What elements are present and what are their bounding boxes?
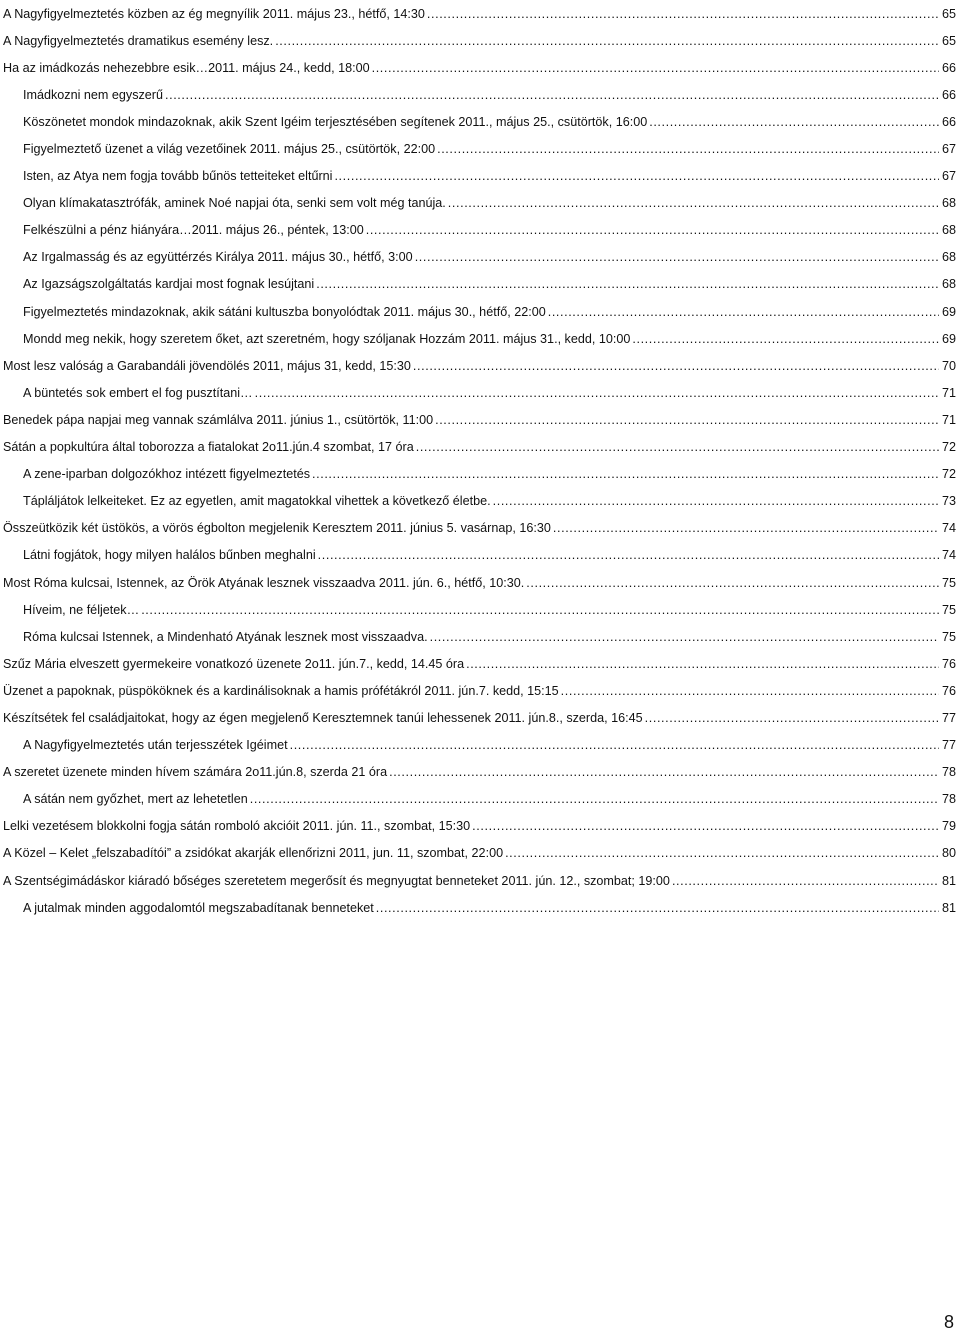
toc-entry[interactable]: [0, 623, 960, 650]
toc-entry-page: 79: [939, 819, 956, 833]
toc-entry[interactable]: [0, 515, 960, 542]
dot-leader: [553, 521, 939, 535]
toc-entry-page: 66: [939, 115, 956, 129]
dot-leader: [672, 874, 939, 888]
toc-entry-title: Imádkozni nem egyszerű: [23, 87, 163, 102]
toc-entry[interactable]: [0, 190, 960, 217]
dot-leader: [632, 332, 939, 346]
dot-leader: [466, 657, 939, 671]
toc-entry-title: Üzenet a papoknak, püspököknek és a kardinálisoknak a hamis prófétákról 2011. jún.7. kedd, 15:15: [3, 683, 559, 698]
dot-leader: [275, 34, 939, 48]
dot-leader: [165, 88, 939, 102]
toc-entry-title: A Nagyfigyelmeztetés után terjesszétek Igéimet: [23, 738, 288, 753]
dot-leader: [316, 277, 939, 291]
dot-leader: [435, 413, 939, 427]
toc-entry-page: 71: [939, 386, 956, 400]
dot-leader: [290, 738, 939, 752]
dot-leader: [448, 196, 939, 210]
toc-entry[interactable]: [0, 461, 960, 488]
toc-entry-page: 66: [939, 61, 956, 75]
toc-entry-page: 68: [939, 277, 956, 291]
toc-entry-page: 72: [939, 440, 956, 454]
toc-entry-title: A Közel – Kelet „felszabadítói” a zsidókat akarják ellenőrizni 2011, jun. 11, szombat, 22:00: [3, 846, 504, 861]
toc-entry-title: Felkészülni a pénz hiányára…2011. május 26., péntek, 13:00: [23, 223, 364, 238]
dot-leader: [141, 603, 939, 617]
dot-leader: [548, 305, 939, 319]
toc-entry-title: Készítsétek fel családjaitokat, hogy az égen megjelenő Keresztemnek tanúi lehessenek 2011. jún.8., szerda, 16:45: [3, 710, 643, 725]
toc-entry[interactable]: [0, 813, 960, 840]
toc-entry-title: Figyelmeztető üzenet a világ vezetőinek 2011. május 25., csütörtök, 22:00: [23, 142, 436, 157]
dot-leader: [413, 359, 939, 373]
toc-entry[interactable]: [0, 759, 960, 786]
toc-entry-title: Most lesz valóság a Garabandáli jövendölés 2011, május 31, kedd, 15:30: [3, 358, 411, 373]
dot-leader: [430, 630, 939, 644]
dot-leader: [366, 223, 939, 237]
toc-entry-page: 77: [939, 711, 956, 725]
toc-entry-page: 69: [939, 305, 956, 319]
toc-entry[interactable]: [0, 894, 960, 921]
toc-entry[interactable]: [0, 569, 960, 596]
dot-leader: [526, 576, 939, 590]
toc-entry-title: A sátán nem győzhet, mert az lehetetlen: [23, 792, 248, 807]
dot-leader: [250, 792, 939, 806]
toc-entry-page: 67: [939, 142, 956, 156]
toc-entry[interactable]: [0, 325, 960, 352]
toc-entry[interactable]: [0, 135, 960, 162]
dot-leader: [427, 7, 939, 21]
toc-entry-title: Figyelmeztetés mindazoknak, akik sátáni kultuszba bonyolódtak 2011. május 30., hétfő, 22:00: [23, 304, 546, 319]
dot-leader: [334, 169, 939, 183]
toc-entry-title: Isten, az Atya nem fogja tovább bűnös tetteiteket eltűrni: [23, 169, 333, 184]
toc-entry[interactable]: [0, 217, 960, 244]
toc-entry[interactable]: [0, 488, 960, 515]
toc-entry[interactable]: [0, 542, 960, 569]
dot-leader: [415, 250, 939, 264]
dot-leader: [318, 548, 939, 562]
toc-entry-page: 73: [939, 494, 956, 508]
dot-leader: [255, 386, 939, 400]
toc-entry-title: Sátán a popkultúra által toborozza a fiatalokat 2o11.jún.4 szombat, 17 óra: [3, 440, 414, 455]
toc-entry[interactable]: [0, 27, 960, 54]
toc-entry-page: 68: [939, 196, 956, 210]
toc-entry-title: Összeütközik két üstökös, a vörös égbolton megjelenik Keresztem 2011. június 5. vasárnap, 16:30: [3, 521, 551, 536]
toc-entry[interactable]: [0, 271, 960, 298]
toc-entry-title: A Nagyfigyelmeztetés dramatikus esemény lesz.: [3, 33, 274, 48]
dot-leader: [649, 115, 939, 129]
toc-entry-page: 74: [939, 548, 956, 562]
toc-entry[interactable]: [0, 840, 960, 867]
toc-entry-title: A Nagyfigyelmeztetés közben az ég megnyílik 2011. május 23., hétfő, 14:30: [3, 6, 425, 21]
toc-entry-page: 81: [939, 874, 956, 888]
toc-entry-page: 78: [939, 792, 956, 806]
toc-entry[interactable]: [0, 108, 960, 135]
toc-entry-title: Az Igazságszolgáltatás kardjai most fognak lesújtani: [23, 277, 315, 292]
dot-leader: [372, 61, 939, 75]
toc-entry-title: Az Irgalmasság és az együttérzés Királya 2011. május 30., hétfő, 3:00: [23, 250, 413, 265]
toc-entry[interactable]: [0, 786, 960, 813]
toc-entry-page: 74: [939, 521, 956, 535]
toc-entry-page: 77: [939, 738, 956, 752]
toc-entry-title: Olyan klímakatasztrófák, aminek Noé napjai óta, senki sem volt még tanúja.: [23, 196, 446, 211]
dot-leader: [645, 711, 939, 725]
toc-entry[interactable]: [0, 406, 960, 433]
toc-entry-page: 75: [939, 576, 956, 590]
toc-entry-title: Köszönetet mondok mindazoknak, akik Szent Igéim terjesztésében segítenek 2011., május 25., csütörtök, 16:00: [23, 114, 648, 129]
toc-entry-page: 78: [939, 765, 956, 779]
toc-entry[interactable]: [0, 650, 960, 677]
dot-leader: [472, 819, 939, 833]
toc-entry-page: 80: [939, 846, 956, 860]
dot-leader: [505, 846, 939, 860]
toc-entry-title: Tápláljátok lelkeiteket. Ez az egyetlen, amit magatokkal vihettek a következő életbe.: [23, 494, 491, 509]
dot-leader: [561, 684, 939, 698]
dot-leader: [389, 765, 939, 779]
toc-entry-title: A büntetés sok embert el fog pusztítani…: [23, 385, 253, 400]
toc-entry-title: A Szentségimádáskor kiáradó bőséges szeretetem megerősít és megnyugtat benneteket 2011. jún. 12., szombat; 19:00: [3, 873, 670, 888]
toc-entry-title: Lelki vezetésem blokkolni fogja sátán romboló akcióit 2011. jún. 11., szombat, 15:30: [3, 819, 471, 834]
toc-entry-title: Mondd meg nekik, hogy szeretem őket, azt szeretném, hogy szóljanak Hozzám 2011. május 31., kedd, 10:00: [23, 331, 631, 346]
toc-entry-title: Híveim, ne féljetek…: [23, 602, 140, 617]
toc-entry[interactable]: [0, 434, 960, 461]
toc-entry-title: Most Róma kulcsai, Istennek, az Örök Atyának lesznek visszaadva 2011. jún. 6., hétfő, 10:30.: [3, 575, 525, 590]
toc-entry-page: 81: [939, 901, 956, 915]
toc-entry-title: A zene-iparban dolgozókhoz intézett figyelmeztetés: [23, 467, 311, 482]
toc-entry[interactable]: [0, 54, 960, 81]
toc-entry-title: Látni fogjátok, hogy milyen halálos bűnben meghalni: [23, 548, 316, 563]
toc-entry[interactable]: [0, 0, 960, 27]
page-number: 8: [943, 1312, 954, 1332]
toc-entry-page: 75: [939, 630, 956, 644]
toc-entry-page: 68: [939, 223, 956, 237]
toc-entry-title: A szeretet üzenete minden hívem számára 2o11.jún.8, szerda 21 óra: [3, 765, 388, 780]
toc-entry[interactable]: [0, 163, 960, 190]
toc-entry-page: 70: [939, 359, 956, 373]
toc-entry[interactable]: [0, 352, 960, 379]
toc-entry-page: 68: [939, 250, 956, 264]
toc-entry-page: 65: [939, 7, 956, 21]
dot-leader: [437, 142, 939, 156]
toc-entry[interactable]: [0, 81, 960, 108]
toc-entry[interactable]: [0, 244, 960, 271]
toc-entry-page: 69: [939, 332, 956, 346]
toc-entry[interactable]: [0, 596, 960, 623]
toc-entry-page: 72: [939, 467, 956, 481]
toc-entry-title: Szűz Mária elveszett gyermekeire vonatkozó üzenete 2o11. jún.7., kedd, 14.45 óra: [3, 656, 465, 671]
toc-entry-page: 75: [939, 603, 956, 617]
toc-entry-page: 76: [939, 657, 956, 671]
toc-entry-page: 76: [939, 684, 956, 698]
dot-leader: [376, 901, 939, 915]
toc-entry[interactable]: [0, 677, 960, 704]
toc-entry-page: 65: [939, 34, 956, 48]
toc-entry-title: Ha az imádkozás nehezebbre esik…2011. május 24., kedd, 18:00: [3, 60, 370, 75]
dot-leader: [312, 467, 939, 481]
toc-entry[interactable]: [0, 298, 960, 325]
toc-entry-title: Benedek pápa napjai meg vannak számlálva 2011. június 1., csütörtök, 11:00: [3, 412, 434, 427]
toc-entry-page: 66: [939, 88, 956, 102]
toc-entry-title: A jutalmak minden aggodalomtól megszabadítanak benneteket: [23, 900, 374, 915]
toc-entry-title: Róma kulcsai Istennek, a Mindenható Atyának lesznek most visszaadva.: [23, 629, 428, 644]
toc-entry[interactable]: [0, 867, 960, 894]
toc-entry-page: 71: [939, 413, 956, 427]
toc-entry-page: 67: [939, 169, 956, 183]
dot-leader: [416, 440, 939, 454]
toc-entry[interactable]: [0, 379, 960, 406]
dot-leader: [493, 494, 939, 508]
toc-entry[interactable]: [0, 704, 960, 731]
toc-entry[interactable]: [0, 732, 960, 759]
